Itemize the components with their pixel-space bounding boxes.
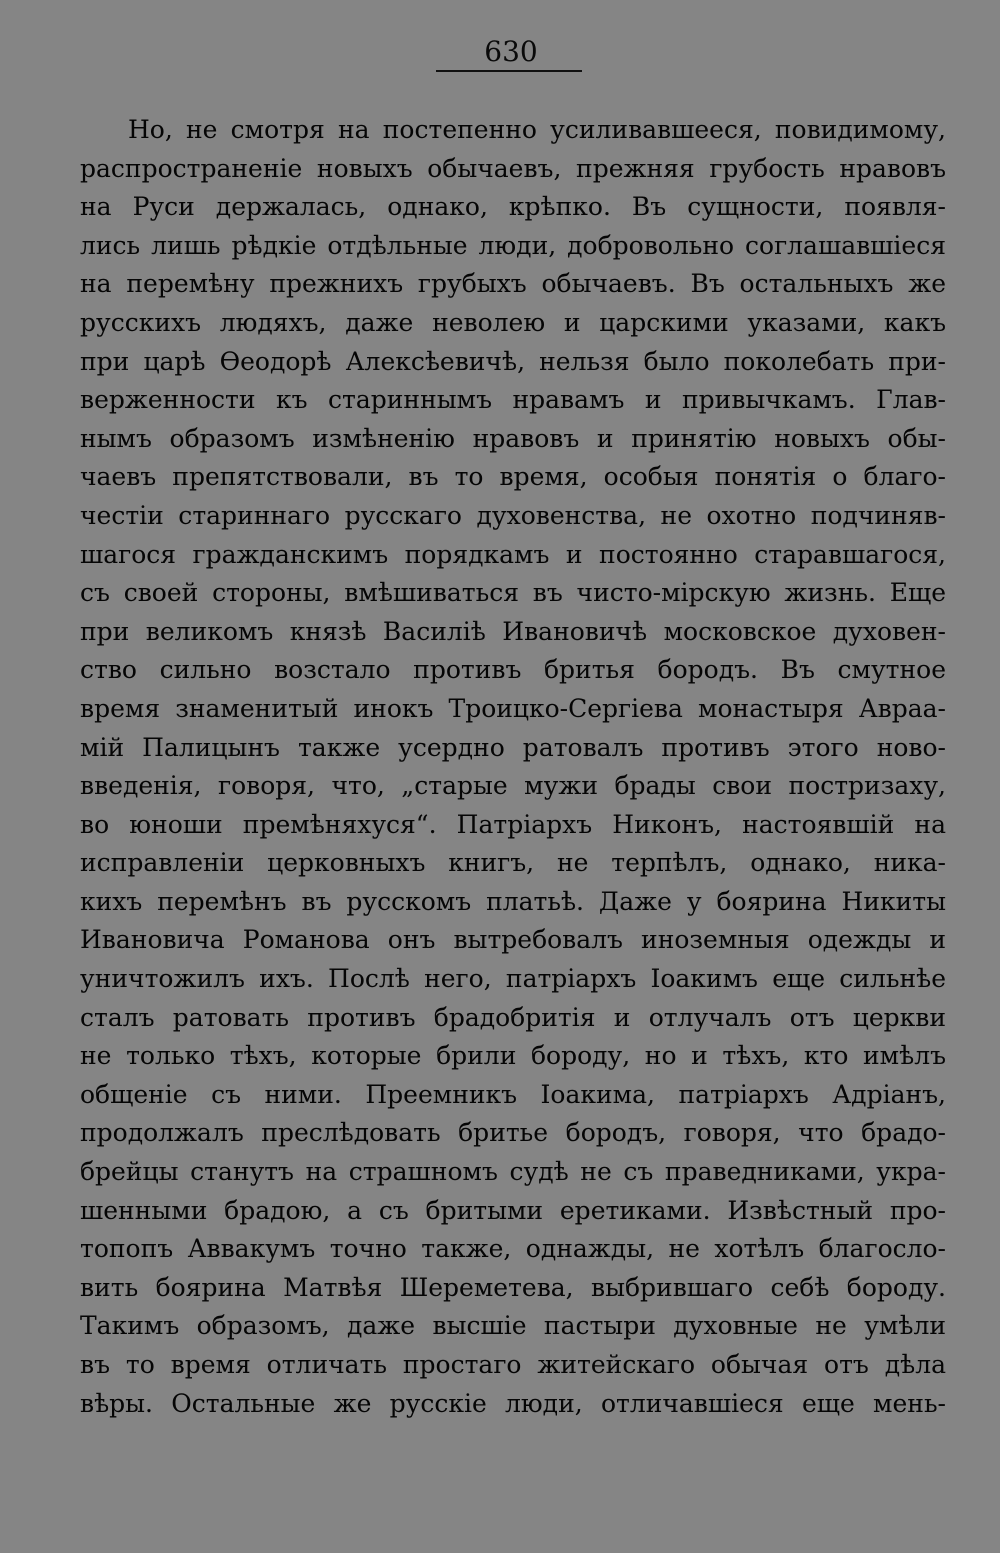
text-line: Но, не смотря на постепенно усиливавшееся, повидимому, [128,115,946,144]
text-line: не только тѣхъ, которые брили бороду, но и тѣхъ, кто имѣлъ [80,1041,946,1071]
text-line: мій Палицынъ также усердно ратовалъ противъ этого ново- [80,732,946,762]
text-line: вѣры. Остальные же русскіе люди, отличавшіеся еще мень- [80,1388,946,1418]
text-line: кихъ перемѣнъ въ русскомъ платьѣ. Даже у боярина Никиты [80,886,946,916]
text-line: честіи стариннаго русскаго духовенства, не охотно подчиняв- [80,500,946,530]
text-line: шагося гражданскимъ порядкамъ и постоянно старавшагося, [80,539,946,569]
text-line: Такимъ образомъ, даже высшіе пастыри духовные не умѣли [80,1311,946,1341]
page-number-rule [436,70,582,72]
body-text [80,111,946,1423]
text-line: Ивановича Романова онъ вытребовалъ иноземныя одежды и [80,925,946,955]
text-line: ство сильно возстало противъ бритья бородъ. Въ смутное [80,655,946,685]
text-line: введенія, говоря, что, „старые мужи брады свои постризаху, [80,771,946,801]
text-line: шенными брадою, а съ бритыми еретиками. Извѣстный про- [80,1195,946,1225]
text-line: верженности къ стариннымъ нравамъ и привычкамъ. Глав- [80,385,946,415]
text-line: при царѣ Ѳеодорѣ Алексѣевичѣ, нельзя было поколебать при- [80,346,946,376]
text-line: во юноши премѣняхуся“. Патріархъ Никонъ, настоявшій на [80,809,946,839]
text-line: лись лишь рѣдкіе отдѣльные люди, добровольно соглашавшіеся [80,230,946,260]
text-line: уничтожилъ ихъ. Послѣ него, патріархъ Іоакимъ еще сильнѣе [80,964,946,994]
text-line: вить боярина Матвѣя Шереметева, выбрившаго себѣ бороду. [80,1272,946,1302]
text-line: на Руси держалась, однако, крѣпко. Въ сущности, появля- [80,192,946,222]
text-line: сталъ ратовать противъ брадобритія и отлучалъ отъ церкви [80,1002,946,1032]
text-line: исправленіи церковныхъ книгъ, не терпѣлъ, однако, ника- [80,848,946,878]
text-line: топопъ Аввакумъ точно также, однажды, не хотѣлъ благосло- [80,1234,946,1264]
page-number: 630 [484,35,538,68]
text-line: на перемѣну прежнихъ грубыхъ обычаевъ. Въ остальныхъ же [80,269,946,299]
text-line: русскихъ людяхъ, даже неволею и царскими указами, какъ [80,307,946,337]
text-line: время знаменитый инокъ Троицко-Сергіева монастыря Авраа- [80,693,946,723]
text-line: въ то время отличать простаго житейскаго обычая отъ дѣла [80,1350,946,1379]
text-line: при великомъ князѣ Василіѣ Ивановичѣ московское духовен- [80,616,946,646]
text-line: съ своей стороны, вмѣшиваться въ чисто-мірскую жизнь. Еще [80,578,946,608]
text-line: брейцы станутъ на страшномъ судѣ не съ праведниками, укра- [80,1157,946,1187]
text-line: нымъ образомъ измѣненію нравовъ и принятію новыхъ обы- [80,423,946,453]
text-line: продолжалъ преслѣдовать бритье бородъ, говоря, что брадо- [80,1118,946,1148]
text-line: чаевъ препятствовали, въ то время, особыя понятія о благо- [80,462,946,492]
text-line: распространеніе новыхъ обычаевъ, прежняя грубость нравовъ [80,153,946,183]
text-line: общеніе съ ними. Преемникъ Іоакима, патріархъ Адріанъ, [80,1079,946,1109]
